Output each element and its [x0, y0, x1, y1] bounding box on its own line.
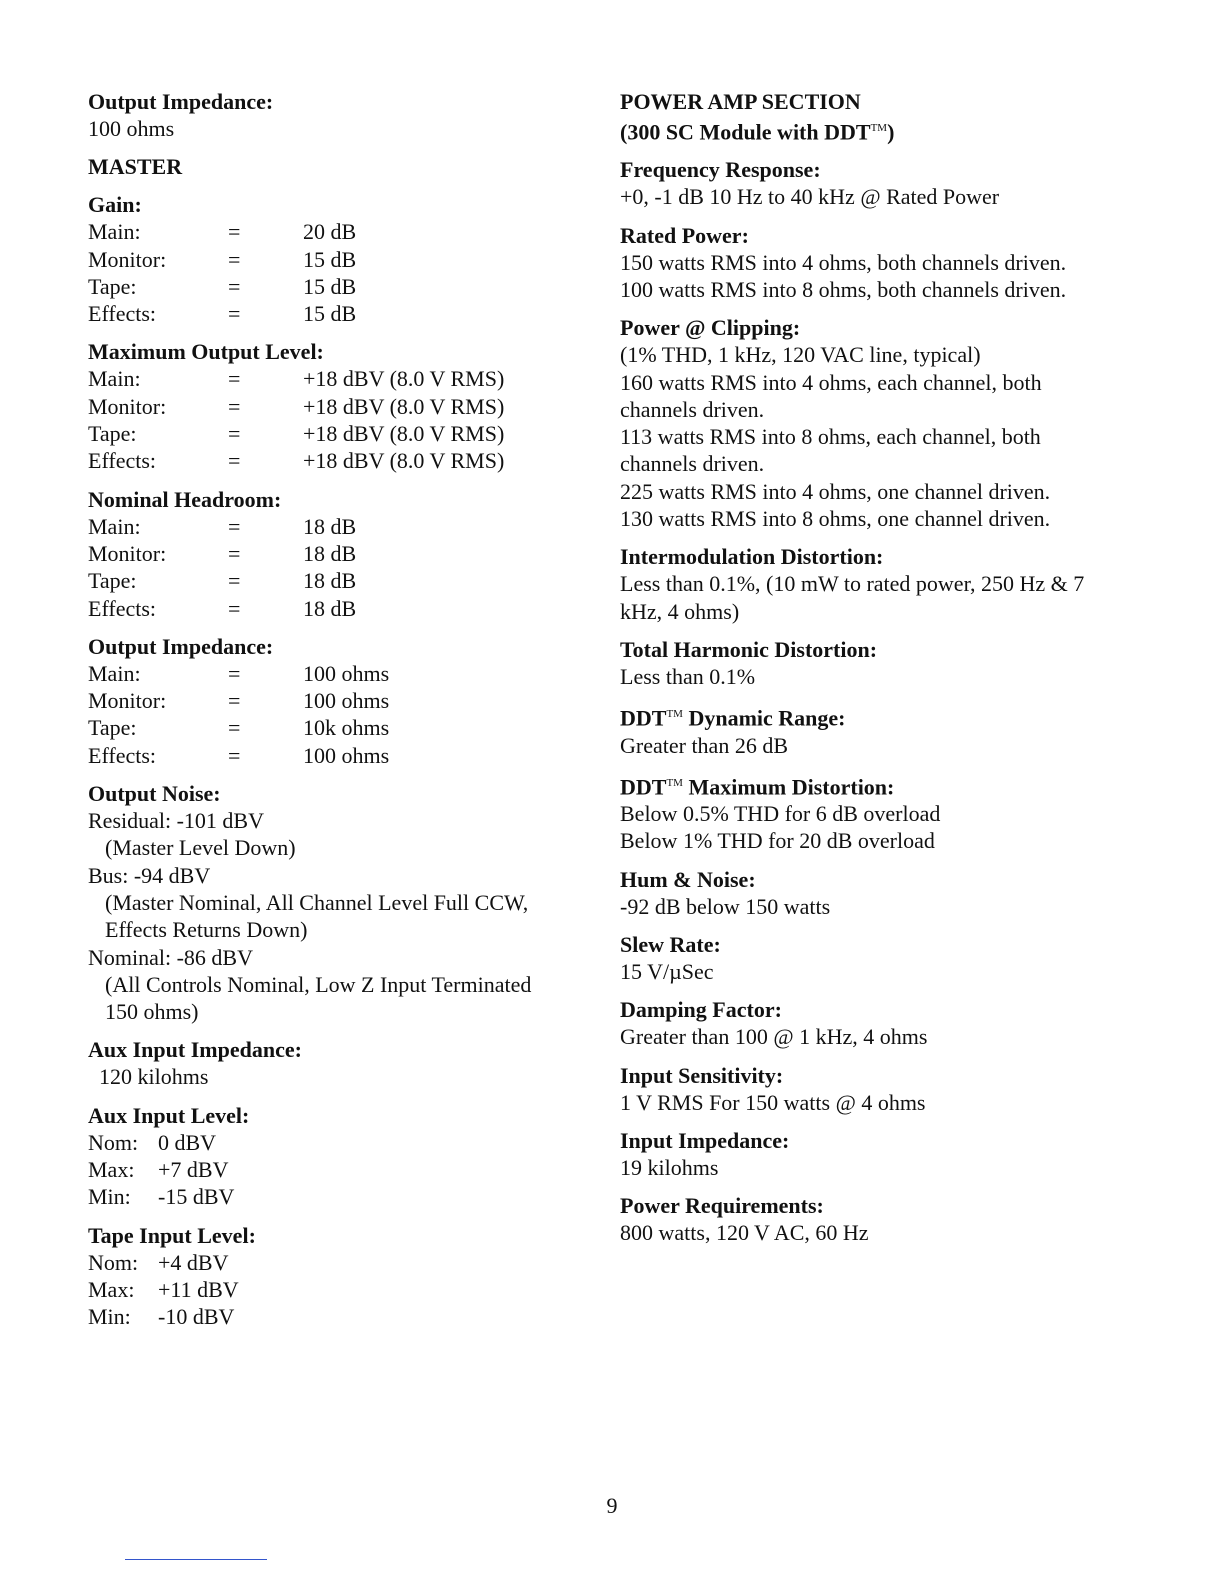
ddt-max-distortion-line-1: Below 0.5% THD for 6 dB overload — [620, 801, 941, 827]
spec-label: Effects: — [88, 448, 157, 474]
power-at-clipping-heading: Power @ Clipping: — [620, 315, 801, 341]
left-column — [88, 88, 588, 1331]
bus-note-line-1: (Master Nominal, All Channel Level Full CCW, — [105, 889, 529, 915]
spec-value: +7 dBV — [158, 1157, 229, 1183]
nominal-headroom-table — [88, 513, 588, 622]
equals-sign: = — [228, 660, 241, 686]
spec-row — [88, 420, 588, 447]
trademark-mark: TM — [666, 708, 683, 721]
spec-value: 18 dB — [303, 595, 357, 621]
spec-row — [88, 1156, 588, 1183]
spec-value: 18 dB — [303, 513, 357, 539]
ddt-dynamic-range-value: Greater than 26 dB — [620, 732, 788, 758]
residual-note: (Master Level Down) — [105, 835, 296, 861]
spec-value: +18 dBV (8.0 V RMS) — [303, 366, 505, 392]
spec-value: 10k ohms — [303, 715, 390, 741]
spec-value: +4 dBV — [158, 1249, 229, 1275]
spec-value: 15 dB — [303, 301, 357, 327]
residual-noise: Residual: -101 dBV — [88, 808, 264, 834]
thd-heading: Total Harmonic Distortion: — [620, 636, 878, 662]
spec-value: +11 dBV — [158, 1276, 239, 1302]
spec-value: -15 dBV — [158, 1184, 235, 1210]
nominal-note-line-1: (All Controls Nominal, Low Z Input Terminated — [105, 971, 532, 997]
subtitle-text: (300 SC Module with DDT — [620, 119, 871, 145]
equals-sign: = — [228, 366, 241, 392]
spec-value: 15 dB — [303, 246, 357, 272]
footer-rule — [125, 1559, 267, 1560]
spec-label: Nom: — [88, 1249, 139, 1275]
spec-label: Main: — [88, 660, 141, 686]
spec-label: Tape: — [88, 273, 137, 299]
spec-label: Effects: — [88, 301, 157, 327]
ddt-label: DDT — [620, 705, 667, 731]
equals-sign: = — [228, 715, 241, 741]
output-impedance-heading: Output Impedance: — [88, 89, 274, 114]
spec-value: 15 dB — [303, 273, 357, 299]
spec-value: 100 ohms — [303, 660, 390, 686]
spec-label: Tape: — [88, 421, 137, 447]
spec-row — [88, 687, 588, 714]
spec-row — [88, 1276, 588, 1303]
aux-input-impedance-heading: Aux Input Impedance: — [88, 1037, 302, 1063]
ddt-label: DDT — [620, 774, 667, 800]
spec-value: 20 dB — [303, 219, 357, 245]
rated-power-line-1: 150 watts RMS into 4 ohms, both channels driven. — [620, 249, 1067, 275]
spec-row — [88, 595, 588, 622]
bus-note-line-2: Effects Returns Down) — [105, 917, 308, 943]
spec-label: Monitor: — [88, 246, 167, 272]
power-amp-section-title: POWER AMP SECTION — [620, 89, 861, 114]
spec-value: +18 dBV (8.0 V RMS) — [303, 393, 505, 419]
hum-noise-value: -92 dB below 150 watts — [620, 893, 831, 919]
right-column — [620, 88, 1180, 1247]
slew-rate-value: 15 V/µSec — [620, 959, 714, 985]
equals-sign: = — [228, 595, 241, 621]
input-sensitivity-value: 1 V RMS For 150 watts @ 4 ohms — [620, 1089, 926, 1115]
equals-sign: = — [228, 688, 241, 714]
output-impedance-table — [88, 660, 588, 769]
spec-label: Min: — [88, 1184, 131, 1210]
damping-factor-value: Greater than 100 @ 1 kHz, 4 ohms — [620, 1024, 928, 1050]
input-impedance-heading: Input Impedance: — [620, 1127, 790, 1153]
equals-sign: = — [228, 421, 241, 447]
equals-sign: = — [228, 742, 241, 768]
input-sensitivity-heading: Input Sensitivity: — [620, 1062, 784, 1088]
equals-sign: = — [228, 301, 241, 327]
spec-row — [88, 273, 588, 300]
clipping-line-4: 113 watts RMS into 8 ohms, each channel, both — [620, 424, 1041, 450]
spec-row — [88, 1183, 588, 1210]
equals-sign: = — [228, 513, 241, 539]
slew-rate-heading: Slew Rate: — [620, 932, 721, 958]
spec-value: 100 ohms — [303, 688, 390, 714]
power-amp-section-subtitle — [620, 115, 1180, 145]
equals-sign: = — [228, 393, 241, 419]
spec-row — [88, 1303, 588, 1330]
spec-value: 18 dB — [303, 540, 357, 566]
spec-label: Monitor: — [88, 540, 167, 566]
aux-input-level-table — [88, 1129, 588, 1211]
spec-label: Effects: — [88, 595, 157, 621]
spec-label: Min: — [88, 1304, 131, 1330]
gain-table — [88, 218, 588, 327]
spec-row — [88, 365, 588, 392]
nominal-headroom-heading: Nominal Headroom: — [88, 486, 282, 512]
nominal-noise: Nominal: -86 dBV — [88, 944, 253, 970]
ddt-dynamic-range-heading — [620, 701, 1180, 731]
spec-row — [88, 660, 588, 687]
aux-input-impedance-value: 120 kilohms — [99, 1064, 209, 1090]
intermodulation-line-2: kHz, 4 ohms) — [620, 598, 740, 624]
spec-label: Max: — [88, 1157, 135, 1183]
clipping-line-6: 225 watts RMS into 4 ohms, one channel driven. — [620, 478, 1051, 504]
equals-sign: = — [228, 219, 241, 245]
spec-row — [88, 1249, 588, 1276]
rated-power-heading: Rated Power: — [620, 222, 749, 248]
spec-row — [88, 513, 588, 540]
spec-value: 18 dB — [303, 568, 357, 594]
max-output-level-heading: Maximum Output Level: — [88, 339, 324, 365]
spec-row — [88, 540, 588, 567]
spec-label: Effects: — [88, 742, 157, 768]
input-impedance-value: 19 kilohms — [620, 1154, 719, 1180]
equals-sign: = — [228, 540, 241, 566]
spec-row — [88, 742, 588, 769]
page-number: 9 — [606, 1493, 618, 1518]
clipping-line-7: 130 watts RMS into 8 ohms, one channel driven. — [620, 506, 1051, 531]
spec-label: Main: — [88, 513, 141, 539]
thd-value: Less than 0.1% — [620, 663, 756, 689]
master-heading: MASTER — [88, 154, 183, 180]
equals-sign: = — [228, 273, 241, 299]
spec-row — [88, 1129, 588, 1156]
spec-row — [88, 447, 588, 474]
spec-row — [88, 714, 588, 741]
heading-text: Dynamic Range: — [682, 705, 846, 731]
trademark-mark: TM — [870, 122, 888, 134]
trademark-mark: TM — [666, 776, 683, 789]
spec-label: Monitor: — [88, 393, 167, 419]
nominal-note-line-2: 150 ohms) — [105, 999, 199, 1025]
output-impedance-value: 100 ohms — [88, 116, 175, 141]
equals-sign: = — [228, 448, 241, 474]
spec-label: Nom: — [88, 1129, 139, 1155]
spec-label: Tape: — [88, 568, 137, 594]
equals-sign: = — [228, 568, 241, 594]
power-requirements-value: 800 watts, 120 V AC, 60 Hz — [620, 1220, 869, 1246]
clipping-line-2: 160 watts RMS into 4 ohms, each channel, both — [620, 369, 1042, 395]
gain-heading: Gain: — [88, 192, 142, 218]
clipping-line-5: channels driven. — [620, 451, 765, 477]
frequency-response-value: +0, -1 dB 10 Hz to 40 kHz @ Rated Power — [620, 184, 1000, 210]
spec-value: -10 dBV — [158, 1304, 235, 1330]
aux-input-level-heading: Aux Input Level: — [88, 1102, 250, 1128]
heading-text: Maximum Distortion: — [682, 774, 895, 800]
spec-label: Tape: — [88, 715, 137, 741]
ddt-max-distortion-heading — [620, 770, 1180, 800]
spec-value: +18 dBV (8.0 V RMS) — [303, 448, 505, 474]
hum-noise-heading: Hum & Noise: — [620, 866, 756, 892]
intermodulation-line-1: Less than 0.1%, (10 mW to rated power, 250 Hz & 7 — [620, 571, 1085, 597]
spec-row — [88, 300, 588, 327]
spec-label: Main: — [88, 366, 141, 392]
clipping-line-1: (1% THD, 1 kHz, 120 VAC line, typical) — [620, 342, 981, 368]
equals-sign: = — [228, 246, 241, 272]
rated-power-line-2: 100 watts RMS into 8 ohms, both channels driven. — [620, 276, 1067, 302]
spec-row — [88, 246, 588, 273]
tape-input-level-table — [88, 1249, 588, 1331]
frequency-response-heading: Frequency Response: — [620, 157, 821, 183]
output-noise-heading: Output Noise: — [88, 781, 221, 807]
spec-row — [88, 393, 588, 420]
spec-value: 100 ohms — [303, 742, 390, 768]
tape-input-level-heading: Tape Input Level: — [88, 1222, 256, 1248]
spec-label: Monitor: — [88, 688, 167, 714]
clipping-line-3: channels driven. — [620, 396, 765, 422]
output-impedance-table-heading: Output Impedance: — [88, 633, 274, 659]
subtitle-close: ) — [887, 119, 895, 145]
spec-label: Max: — [88, 1276, 135, 1302]
spec-label: Main: — [88, 219, 141, 245]
spec-value: +18 dBV (8.0 V RMS) — [303, 421, 505, 447]
damping-factor-heading: Damping Factor: — [620, 997, 782, 1023]
spec-row — [88, 218, 588, 245]
ddt-max-distortion-line-2: Below 1% THD for 20 dB overload — [620, 828, 935, 854]
bus-noise: Bus: -94 dBV — [88, 862, 211, 888]
spec-row — [88, 567, 588, 594]
power-requirements-heading: Power Requirements: — [620, 1193, 824, 1219]
max-output-level-table — [88, 365, 588, 474]
spec-value: 0 dBV — [158, 1129, 217, 1155]
intermodulation-heading: Intermodulation Distortion: — [620, 544, 884, 570]
